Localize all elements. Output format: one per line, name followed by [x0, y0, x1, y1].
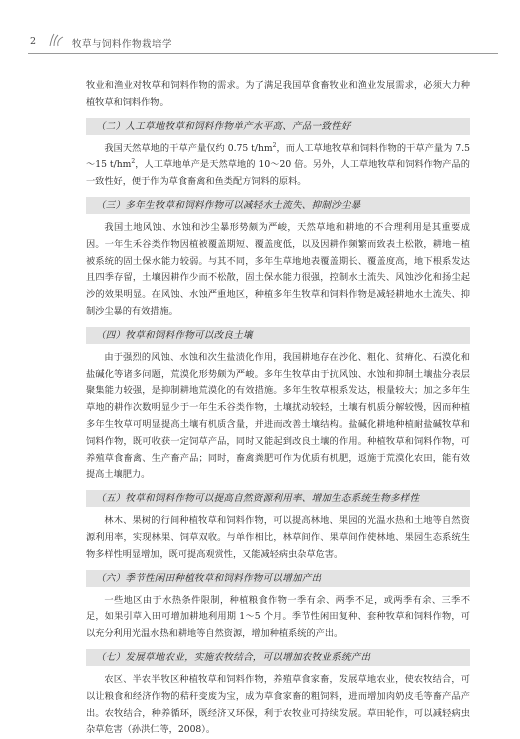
- section-heading-7: （七）发展草地农业，实施农牧结合，可以增加农牧业系统产出: [86, 649, 470, 666]
- section-paragraph-4: 由于强烈的风蚀、水蚀和次生盐渍化作用，我国耕地存在沙化、粗化、贫瘠化、石漠化和盐碱化等诸多问题，荒漠化形势颇为严峻。多年生牧草由于抗风蚀、水蚀和抑制土壤盐分表层聚集能力较强，是抑制耕地荒漠化的有效措施。多年生牧草根系发达，根量较大；加之多年生草地的耕作次数明显少于一年生禾谷类作物，土壤扰动较轻，土壤有机质分解较慢，因而种植多年生牧草可明显提高土壤有机质含量，并进而改善土壤结构。盐碱化耕地种植耐盐碱牧草和饲料作物，既可收获一定饲草产品，同时又能起到改良土壤的作用。种植牧草和饲料作物，可养殖草食畜禽、生产畜产品；同时，畜禽粪肥可作为优质有机肥，返施于荒漠化农田，能有效提高土壤肥力。: [86, 351, 470, 481]
- section-paragraph-3: 我国土地风蚀、水蚀和沙尘暴形势颇为严峻，天然草地和耕地的不合理利用是其重要成因。一年生禾谷类作物因植被覆盖期短、覆盖度低，以及因耕作频繁而致表土松散，耕地－植被系统的固土保水能力较弱。与其不同，多年生草地地表覆盖期长、覆盖度高，地下根系发达且四季存留，土壤因耕作少而不松散，固土保水能力很强，控制水土流失、风蚀沙化和扬尘起沙的效果明显。在风蚀、水蚀严重地区，种植多年生牧草和饲料作物是减轻耕地水土流失、抑制沙尘暴的有效措施。: [86, 221, 470, 317]
- grass-ornament-icon: [46, 33, 66, 50]
- section-paragraph-5: 林木、果树的行间种植牧草和饲料作物，可以提高林地、果园的光温水热和土地等自然资源利用率，实现林果、饲草双收。与单作相比，林草间作、果草间作使林地、果园生态系统生物多样性明显增加，既可提高观赏性，又能减轻病虫杂草危害。: [86, 515, 470, 560]
- header-rule: [28, 53, 498, 54]
- section-paragraph-7: 农区、半农半牧区种植牧草和饲料作物，养殖草食家畜，发展草地农业，使农牧结合，可以让粮食和经济作物的秸秆变废为宝，成为草食家畜的粗饲料，进而增加肉奶皮毛等畜产品产出。农牧结合，种养循环，既经济又环保，利于农牧业可持续发展。草田轮作，可以减轻病虫杂草危害（孙洪仁等，2008）。: [86, 673, 470, 736]
- body-text: [86, 78, 470, 739]
- book-title: 牧草与饲料作物栽培学: [72, 39, 173, 50]
- section-heading-4: （四）牧草和饲料作物可以改良土壤: [86, 327, 470, 344]
- section-paragraph-2: 我国天然草地的干草产量仅约 0.75 $t/hm^2$，而人工草地牧草和饲料作物的干草产量为 7.5～15 $t/hm^2$，人工草地单产是天然草地的 10～20 倍。另外，人工草地牧草和饲料作物产品的一致性好，便于作为草食畜禽和鱼类配方饲料的原料。: [86, 141, 471, 188]
- intro-paragraph: 牧业和渔业对牧草和饲料作物的需求。为了满足我国草食畜牧业和渔业发展需求，必须大力种植牧草和饲料作物。: [86, 80, 470, 108]
- page-number: 2: [30, 36, 37, 47]
- section-heading-5: （五）牧草和饲料作物可以提高自然资源利用率、增加生态系统生物多样性: [86, 490, 470, 507]
- running-header: [28, 36, 498, 52]
- section-heading-2: （二）人工草地牧草和饲料作物单产水平高、产品一致性好: [86, 118, 470, 135]
- section-heading-6: （六）季节性闲田种植牧草和饲料作物可以增加产出: [86, 570, 470, 587]
- section-heading-3: （三）多年生牧草和饲料作物可以减轻水土流失、抑制沙尘暴: [86, 197, 470, 214]
- section-paragraph-6: 一些地区由于水热条件限制，种植粮食作物一季有余、两季不足，或两季有余、三季不足，如果引草入田可增加耕地利用期 1～5 个月。季节性闲田复种、套种牧草和饲料作物，可以充分利用光温水热和耕地等自然资源，增加种植系统的产出。: [86, 594, 470, 640]
